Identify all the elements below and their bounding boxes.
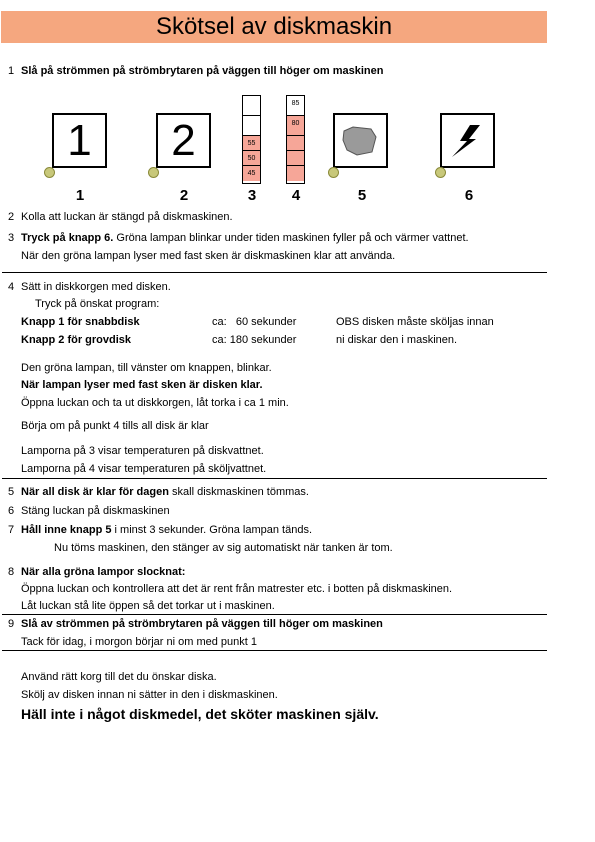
button-6 — [440, 113, 495, 168]
step-8-line-3: Låt luckan stå lite öppen så det torkar ut i maskinen. — [21, 600, 275, 612]
button-label: 6 — [464, 187, 474, 204]
step-3-rest: Gröna lampan blinkar under tiden maskinen fyller på och värmer vattnet. — [113, 232, 469, 244]
button-1 — [52, 113, 107, 168]
divider — [2, 478, 547, 479]
led-6 — [435, 167, 446, 178]
button-2-digit: 2 — [171, 116, 196, 165]
button-label: 5 — [357, 187, 367, 204]
step-7-rest: i minst 3 sekunder. Gröna lampan tänds. — [111, 524, 313, 536]
step-9-line-2: Tack för idag, i morgon börjar ni om med punkt 1 — [21, 636, 258, 648]
step-7-bold: Håll inne knapp 5 — [21, 524, 112, 536]
divider — [2, 272, 547, 273]
step-3-line-2: När den gröna lampan lyser med fast sken är diskmaskinen klar att använda. — [21, 250, 396, 262]
step-8-bold: När alla gröna lampor slocknat: — [21, 566, 186, 578]
step-4-para-2: När lampan lyser med fast sken är disken klar. — [21, 379, 263, 391]
gauge-3-cell: 50 — [243, 151, 260, 166]
gauge-3-cell: 55 — [243, 136, 260, 151]
led-2 — [148, 167, 159, 178]
footer-line-3: Häll inte i något diskmedel, det sköter maskinen själv. — [21, 706, 379, 722]
step-1-text: Slå på strömmen på strömbrytaren på väggen till höger om maskinen — [21, 65, 384, 77]
footer-line-1: Använd rätt korg till det du önskar diska. — [21, 671, 217, 683]
gauge-4-cell: 80 — [287, 116, 304, 136]
step-number: 7 — [8, 524, 15, 536]
lightning-icon — [442, 115, 493, 166]
step-4-para-4: Börja om på punkt 4 tills all disk är klar — [21, 420, 209, 432]
page-title: Skötsel av diskmaskin — [155, 13, 393, 40]
step-number: 4 — [8, 281, 15, 293]
step-4-para-6: Lamporna på 4 visar temperaturen på sköljvattnet. — [21, 463, 267, 475]
step-5-text — [21, 486, 309, 499]
step-9-text: Slå av strömmen på strömbrytaren på väggen till höger om maskinen — [21, 618, 383, 630]
button-5 — [333, 113, 388, 168]
step-6-text: Stäng luckan på diskmaskinen — [21, 505, 170, 517]
step-number: 6 — [8, 505, 15, 517]
program-2-label: Knapp 2 för grovdisk — [21, 334, 132, 346]
button-label: 4 — [291, 187, 301, 204]
step-number: 2 — [8, 211, 15, 223]
obs-line-1: OBS disken måste sköljas innan — [336, 316, 494, 328]
step-3-bold: Tryck på knapp 6. — [21, 232, 114, 244]
stone-icon — [335, 115, 386, 166]
divider — [2, 650, 547, 651]
led-1 — [44, 167, 55, 178]
step-4-para-3: Öppna luckan och ta ut diskkorgen, låt torka i ca 1 min. — [21, 397, 289, 409]
step-4-line-2: Tryck på önskat program: — [35, 298, 160, 310]
step-number: 9 — [8, 618, 15, 630]
gauge-3 — [242, 95, 261, 184]
step-7-text — [21, 524, 312, 537]
step-4-para-5: Lamporna på 3 visar temperaturen på diskvattnet. — [21, 445, 264, 457]
step-number: 8 — [8, 566, 15, 578]
step-number: 3 — [8, 232, 15, 244]
button-label: 2 — [179, 187, 189, 204]
gauge-3-cell — [243, 116, 260, 136]
button-1-digit: 1 — [67, 116, 92, 165]
program-1-label: Knapp 1 för snabbdisk — [21, 316, 140, 328]
obs-line-2: ni diskar den i maskinen. — [336, 334, 458, 346]
gauge-4-cell — [287, 166, 304, 181]
step-number: 1 — [8, 65, 15, 77]
step-number: 5 — [8, 486, 15, 498]
button-label: 1 — [75, 187, 85, 204]
program-1-time: ca: 60 sekunder — [212, 316, 297, 328]
step-4-line-1: Sätt in diskkorgen med disken. — [21, 281, 171, 293]
button-2 — [156, 113, 211, 168]
footer-line-2: Skölj av disken innan ni sätter in den i diskmaskinen. — [21, 689, 278, 701]
divider — [2, 614, 547, 615]
step-2-text: Kolla att luckan är stängd på diskmaskinen. — [21, 211, 233, 223]
program-2-time: ca: 180 sekunder — [212, 334, 297, 346]
gauge-4-cell: 85 — [287, 96, 304, 116]
button-label: 3 — [247, 187, 257, 204]
gauge-4 — [286, 95, 305, 184]
step-4-para-1: Den gröna lampan, till vänster om knappen, blinkar. — [21, 362, 272, 374]
gauge-4-cell — [287, 136, 304, 151]
title-bar — [1, 11, 547, 43]
gauge-4-cell — [287, 151, 304, 166]
gauge-3-cell — [243, 96, 260, 116]
step-7-line-2: Nu töms maskinen, den stänger av sig automatiskt när tanken är tom. — [54, 542, 393, 554]
step-3-text — [21, 232, 469, 245]
step-8-line-2: Öppna luckan och kontrollera att det är rent från matrester etc. i botten på diskmaskinen. — [21, 583, 453, 595]
gauge-3-cell: 45 — [243, 166, 260, 181]
step-5-bold: När all disk är klar för dagen — [21, 486, 169, 498]
step-5-rest: skall diskmaskinen tömmas. — [168, 486, 309, 498]
led-5 — [328, 167, 339, 178]
